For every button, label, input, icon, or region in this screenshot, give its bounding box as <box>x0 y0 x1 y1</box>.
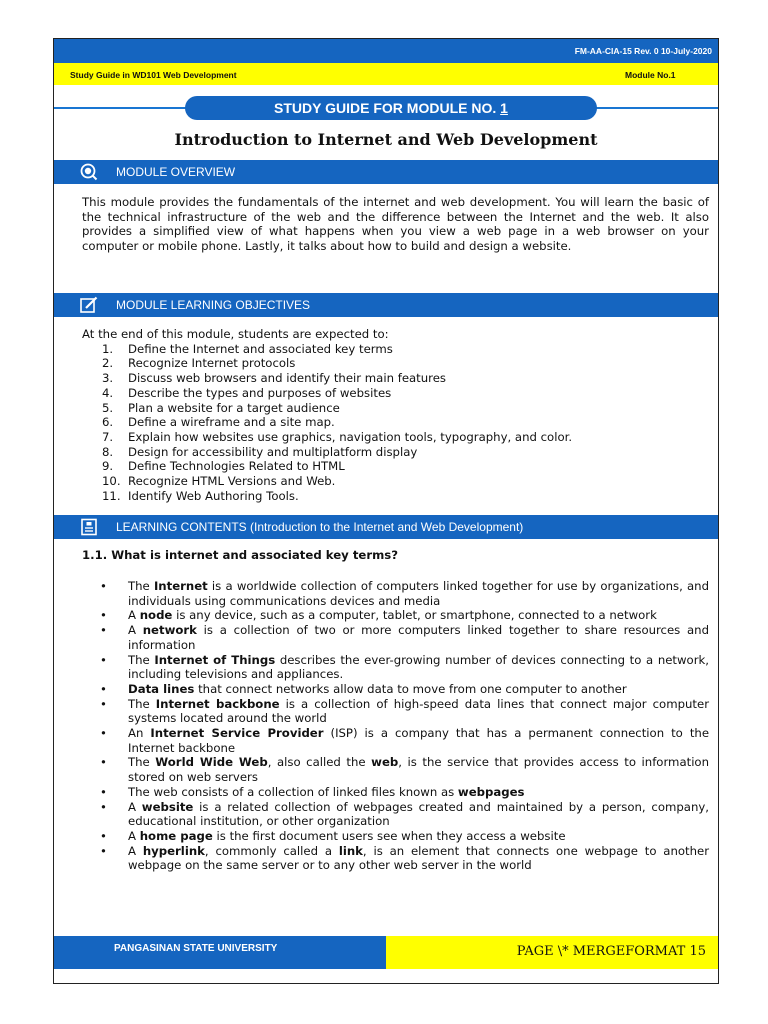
term-description: is a worldwide collection of computers linked together for use by organizations, and individuals using communications devices and media <box>128 579 710 608</box>
section-header-overview <box>54 160 718 184</box>
term-description: A <box>128 623 143 638</box>
list-item <box>100 800 709 829</box>
list-item: 10. Recognize HTML Versions and Web. <box>102 474 336 489</box>
term-description: is the first document users see when they access a website <box>212 828 566 843</box>
key-term: World Wide Web <box>155 755 268 770</box>
term-description: A <box>128 799 142 814</box>
list-item: 5. Plan a website for a target audience <box>102 400 340 415</box>
list-item <box>100 697 709 726</box>
key-term: Data lines <box>128 681 195 696</box>
term-description: The web consists of a collection of linked files known as <box>128 784 458 799</box>
term-description: The <box>128 652 155 667</box>
term-description: (ISP) is a company that has a permanent connection to the Internet backbone <box>128 726 710 755</box>
section-heading: MODULE OVERVIEW <box>116 165 236 179</box>
document-code: FM-AA-CIA-15 Rev. 0 10-July-2020 <box>574 46 712 56</box>
list-item: 7. Explain how websites use graphics, navigation tools, typography, and color. <box>102 429 573 444</box>
term-description: , also called the <box>267 755 372 770</box>
footer-university-bar <box>54 936 386 969</box>
document-icon <box>80 518 98 536</box>
key-terms-list <box>100 579 709 873</box>
key-term: webpages <box>457 784 525 799</box>
module-title-text: STUDY GUIDE FOR MODULE NO. <box>274 100 501 116</box>
list-item <box>100 579 709 608</box>
list-item <box>100 829 709 844</box>
term-description: that connect networks allow data to move from one computer to another <box>194 681 627 696</box>
term-description: , commonly called a <box>204 843 339 858</box>
key-term: hyperlink <box>142 843 205 858</box>
key-term: node <box>139 608 173 623</box>
list-item: 8. Design for accessibility and multiplatform display <box>102 444 418 459</box>
term-description: , is an element that connects one webpage to another webpage on the same server or to any other web server in the world <box>128 843 709 873</box>
list-item: 3. Discuss web browsers and identify their main features <box>102 371 446 386</box>
key-term: home page <box>139 828 213 843</box>
list-item <box>100 623 709 652</box>
list-item <box>100 653 709 682</box>
list-item: 11. Identify Web Authoring Tools. <box>102 488 299 503</box>
list-item: 6. Define a wireframe and a site map. <box>102 415 335 430</box>
key-term: network <box>142 623 197 638</box>
objectives-list <box>82 342 709 504</box>
list-item: 9. Define Technologies Related to HTML <box>102 459 345 474</box>
page-number-field: PAGE \* MERGEFORMAT 15 <box>516 944 706 959</box>
list-item <box>100 785 709 800</box>
section-heading: LEARNING CONTENTS (Introduction to the Internet and Web Development) <box>116 520 524 534</box>
term-description: is a related collection of webpages created and maintained by a person, company, educational institution, or other organization <box>128 799 709 829</box>
key-term: Internet <box>153 579 208 593</box>
key-term: Internet of Things <box>154 652 276 667</box>
university-name: PANGASINAN STATE UNIVERSITY <box>114 943 278 954</box>
term-description: The <box>128 755 156 770</box>
footer-page-bar <box>386 936 718 969</box>
term-description: is any device, such as a computer, tablet, or smartphone, connected to a network <box>172 608 657 623</box>
document-code-bar <box>54 39 718 63</box>
course-header-bar <box>54 63 718 85</box>
overview-paragraph: This module provides the fundamentals of the internet and web development. You will learn the basic of the technical infrastructure of the web and the difference between the Internet and the web. It also provides a simplified view of what happens when you view a web page in a web browser on your computer or mobile phone. Lastly, it talks about how to build and design a website. <box>82 195 709 254</box>
list-item: 1. Define the Internet and associated key terms <box>102 341 393 356</box>
content-subheading: 1.1. What is internet and associated key terms? <box>82 548 399 562</box>
list-item <box>100 755 709 784</box>
term-description: is a collection of two or more computers linked together to share resources and information <box>128 623 709 652</box>
objectives-intro: At the end of this module, students are expected to: <box>82 327 389 341</box>
list-item <box>100 608 709 623</box>
term-description: A <box>128 828 140 843</box>
edit-icon <box>80 296 98 314</box>
list-item <box>100 682 709 697</box>
key-term: Internet Service Provider <box>150 726 324 741</box>
term-description: A <box>128 843 143 858</box>
list-item: 4. Describe the types and purposes of websites <box>102 385 392 400</box>
magnifier-icon <box>80 163 98 181</box>
section-heading: MODULE LEARNING OBJECTIVES <box>116 298 311 312</box>
key-term: website <box>141 799 194 814</box>
term-description: The <box>128 579 154 593</box>
key-term: link <box>338 843 363 858</box>
term-description: The <box>128 696 156 711</box>
term-description: describes the ever-growing number of devices connecting to a network, including televisions and appliances. <box>128 652 709 682</box>
key-term: Internet backbone <box>155 696 280 711</box>
term-description: An <box>128 726 151 741</box>
course-name: Study Guide in WD101 Web Development <box>70 70 237 80</box>
key-term: web <box>371 755 399 770</box>
module-number-label: Module No.1 <box>625 70 676 80</box>
module-title-number: 1 <box>500 100 508 116</box>
term-description: , is the service that provides access to information stored on web servers <box>128 755 709 785</box>
term-description: is a collection of high-speed data lines that connect major computer systems located around the world <box>128 696 709 726</box>
study-guide-page <box>53 38 719 984</box>
objectives-block <box>82 327 709 503</box>
list-item: 2. Recognize Internet protocols <box>102 356 296 371</box>
section-header-objectives <box>54 293 718 317</box>
module-title-banner <box>185 96 597 120</box>
list-item <box>100 844 709 873</box>
list-item <box>100 726 709 755</box>
section-header-contents <box>54 515 718 539</box>
document-title: Introduction to Internet and Web Development <box>174 130 598 149</box>
term-description: A <box>128 608 140 623</box>
